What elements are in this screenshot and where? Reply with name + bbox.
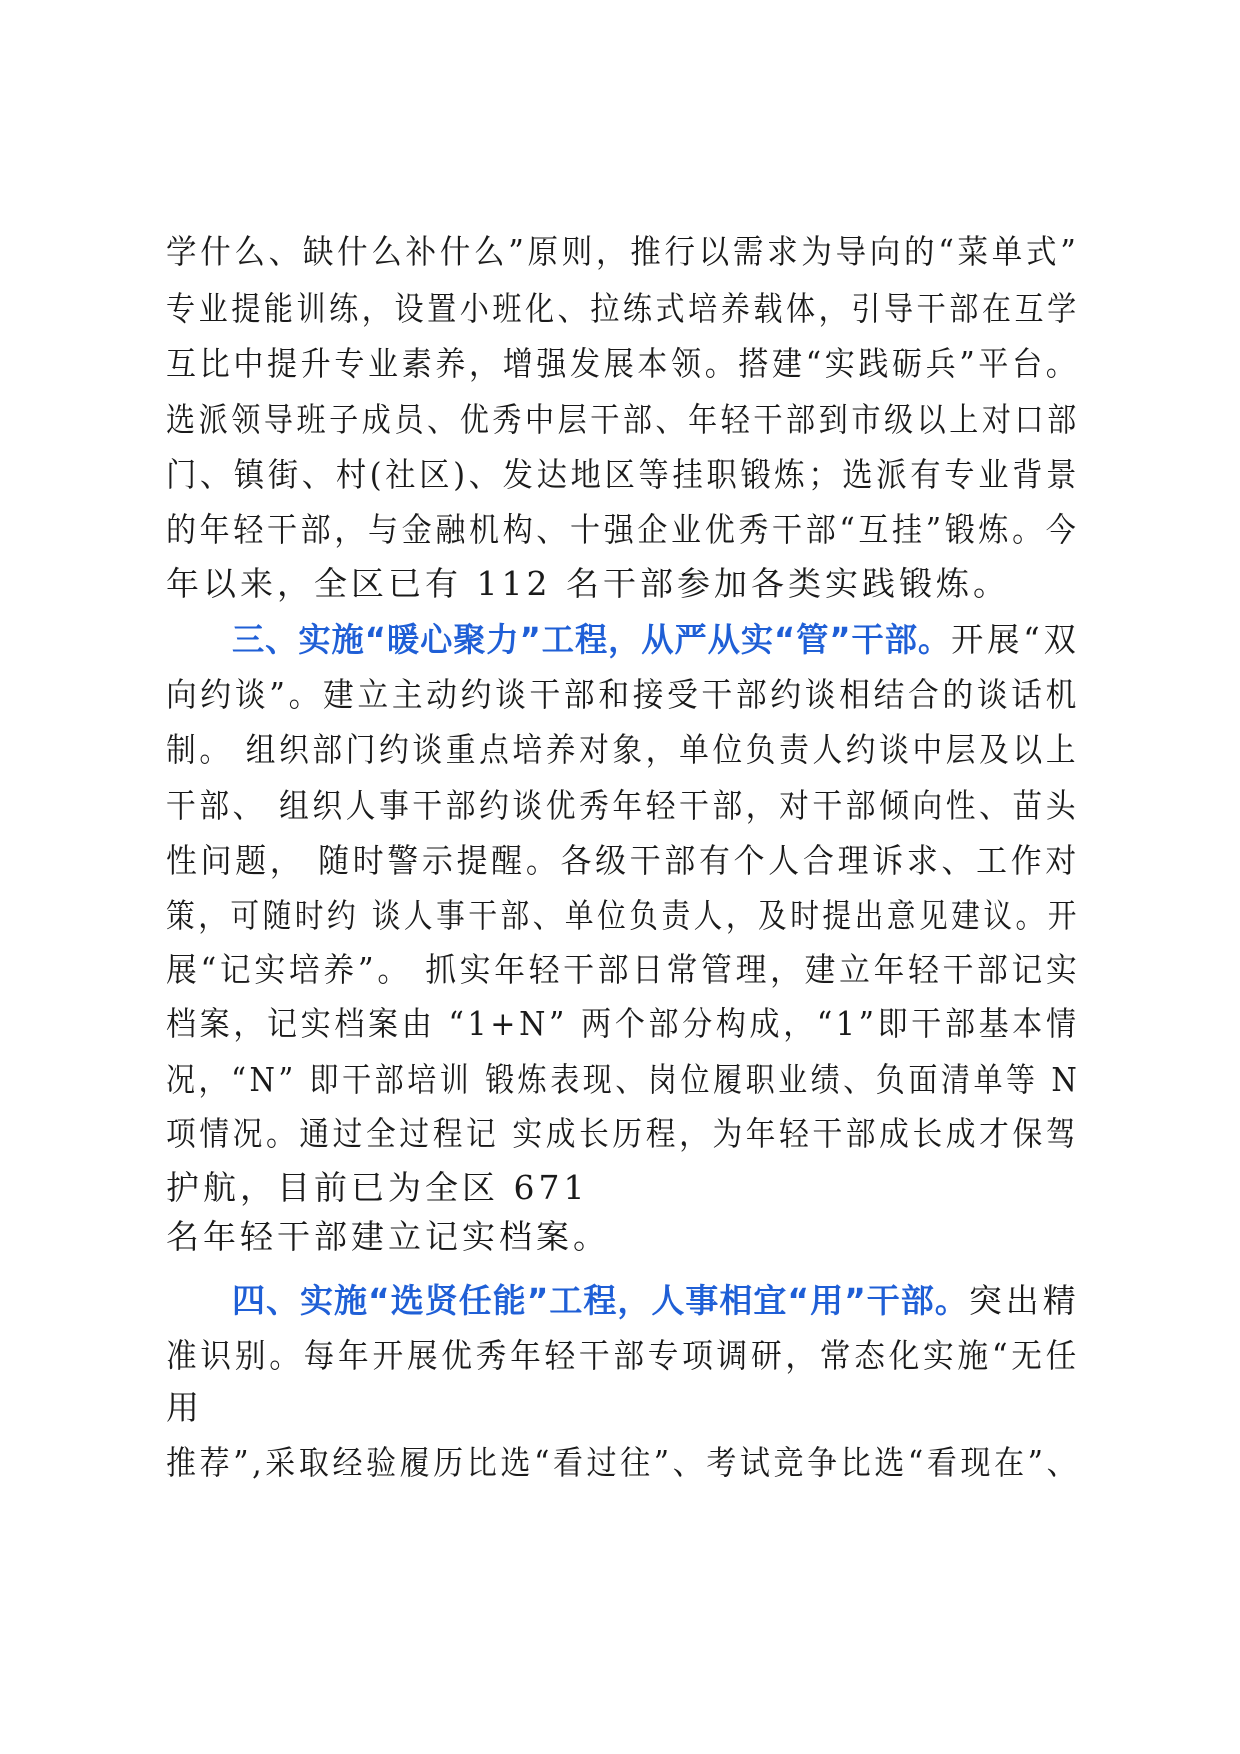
paragraph-line: 干部、 组织人事干部约谈优秀年轻干部，对干部倾向性、苗头	[166, 786, 1080, 825]
paragraph-line: 性问题， 随时警示提醒。各级干部有个人合理诉求、工作对	[166, 841, 1081, 880]
paragraph-line: 策，可随时约 谈人事干部、单位负责人，及时提出意见建议。开	[166, 896, 1080, 935]
paragraph-line: 专业提能训练，设置小班化、拉练式培养载体，引导干部在互学	[166, 289, 1080, 328]
section-3-heading: 三、实施“暖心聚力”工程，从严从实“管”干部。	[232, 620, 952, 659]
paragraph-line: 档案，记实档案由 “1+N” 两个部分构成，“1”即干部基本情	[166, 1004, 1080, 1043]
section-4-heading-tail: 突出精	[968, 1281, 1080, 1320]
section-3-heading-tail: 开展“双	[951, 620, 1080, 659]
paragraph-line: 护航，目前已为全区 671	[166, 1168, 589, 1207]
paragraph-line: 项情况。通过全过程记 实成长历程，为年轻干部成长成才保驾	[166, 1114, 1080, 1153]
paragraph-line: 展“记实培养”。 抓实年轻干部日常管理，建立年轻干部记实	[166, 950, 1081, 989]
paragraph-line: 选派领导班子成员、优秀中层干部、年轻干部到市级以上对口部	[166, 400, 1080, 439]
paragraph-line: 推荐”,采取经验履历比选“看过往”、考试竞争比选“看现在”、	[166, 1443, 1081, 1482]
section-4-heading: 四、实施“选贤任能”工程，人事相宜“用”干部。	[232, 1281, 969, 1320]
paragraph-line: 年以来，全区已有 112 名干部参加各类实践锻炼。	[166, 564, 1010, 603]
paragraph-line: 况，“N” 即干部培训 锻炼表现、岗位履职业绩、负面清单等 N	[166, 1060, 1081, 1099]
section-3-heading-line	[232, 620, 1080, 660]
paragraph-line: 门、镇街、村(社区)、发达地区等挂职锻炼；选派有专业背景	[166, 455, 1081, 494]
paragraph-line: 制。 组织部门约谈重点培养对象，单位负责人约谈中层及以上	[166, 730, 1080, 769]
paragraph-line: 名年轻干部建立记实档案。	[166, 1217, 610, 1256]
paragraph-line: 互比中提升专业素养，增强发展本领。搭建“实践砺兵”平台。	[166, 344, 1080, 383]
paragraph-line: 用	[166, 1388, 203, 1427]
paragraph-line: 的年轻干部，与金融机构、十强企业优秀干部“互挂”锻炼。今	[166, 510, 1080, 549]
paragraph-line: 学什么、缺什么补什么”原则，推行以需求为导向的“菜单式”	[166, 232, 1080, 271]
paragraph-line: 准识别。每年开展优秀年轻干部专项调研，常态化实施“无任	[166, 1336, 1081, 1375]
section-4-heading-line	[232, 1281, 1080, 1321]
paragraph-line: 向约谈”。建立主动约谈干部和接受干部约谈相结合的谈话机	[166, 675, 1081, 714]
